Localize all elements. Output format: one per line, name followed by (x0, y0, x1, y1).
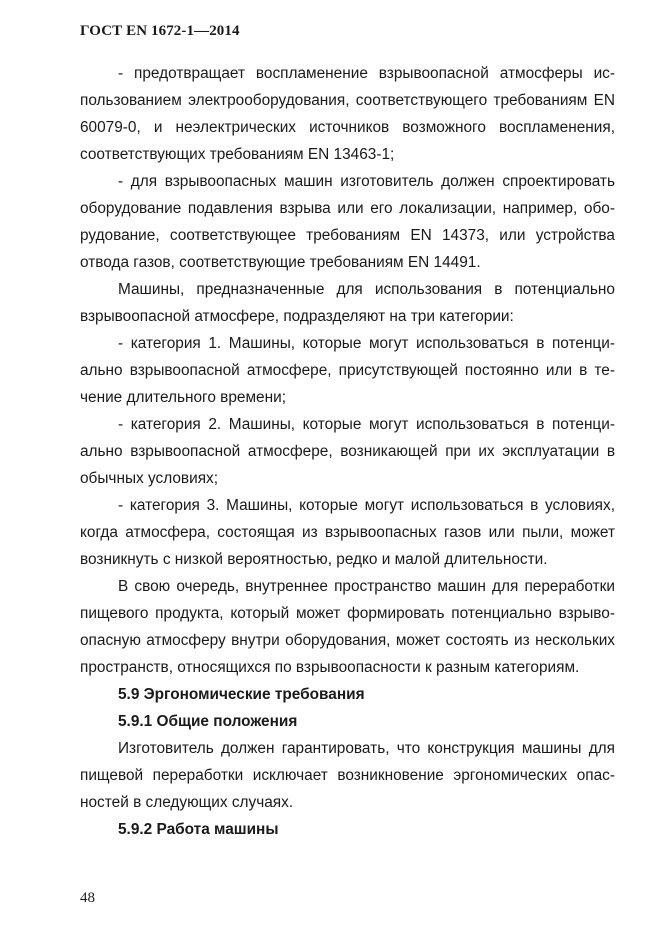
paragraph-categories-intro: Машины, предназначенные для использования в потенциально взрывоопасной атмосфере, подразделяют на три категории: (80, 281, 615, 325)
paragraph-category-1: - категория 1. Машины, которые могут использоваться в потенциально взрывоопасной атмосфере, присутствующей постоянно или в течение длительного времени; (80, 335, 615, 406)
section-heading-5-9-2: 5.9.2 Работа машины (118, 821, 279, 838)
document-body (80, 60, 615, 843)
paragraph-category-2: - категория 2. Машины, которые могут использоваться в потенциально взрывоопасной атмосфере, возникающей при их эксплуатации в обычных условиях; (80, 416, 615, 487)
paragraph-category-3: - категория 3. Машины, которые могут использоваться в условиях, когда атмосфера, состоящая из взрывоопасных газов или пыли, может возникнуть с низкой вероятностью, редко и малой длительности. (80, 497, 615, 568)
section-heading-5-9: 5.9 Эргономические требования (118, 686, 365, 703)
paragraph-ergonomics-general: Изготовитель должен гарантировать, что конструкция машины для пищевой переработки исключает возникновение эргономических опасностей в следующих случаях. (80, 740, 615, 811)
paragraph-bullet-explosion-suppression: - для взрывоопасных машин изготовитель должен спроектировать оборудование подавления взрыва или его локализации, например, оборудование, соответствующее требованиям EN 14373, или устройства отвода газов, соответствующие требованиям EN 14491. (80, 173, 615, 271)
paragraph-internal-space: В свою очередь, внутреннее пространство машин для переработки пищевого продукта, который может формировать потенциально взрывоопасную атмосферу внутри оборудования, может состоять из нескольких пространств, относящихся по взрывоопасности к разным категориям. (80, 578, 615, 676)
document-header: ГОСТ EN 1672-1—2014 (80, 23, 240, 39)
section-heading-5-9-1: 5.9.1 Общие положения (118, 713, 298, 730)
paragraph-bullet-ignition: - предотвращает воспламенение взрывоопасной атмосферы использованием электрооборудования, соответствующего требованиям EN 60079-0, и неэлектрических источников возможного воспламенения, соответствующих требованиям EN 13463-1; (80, 65, 615, 163)
page-number: 48 (80, 890, 95, 906)
